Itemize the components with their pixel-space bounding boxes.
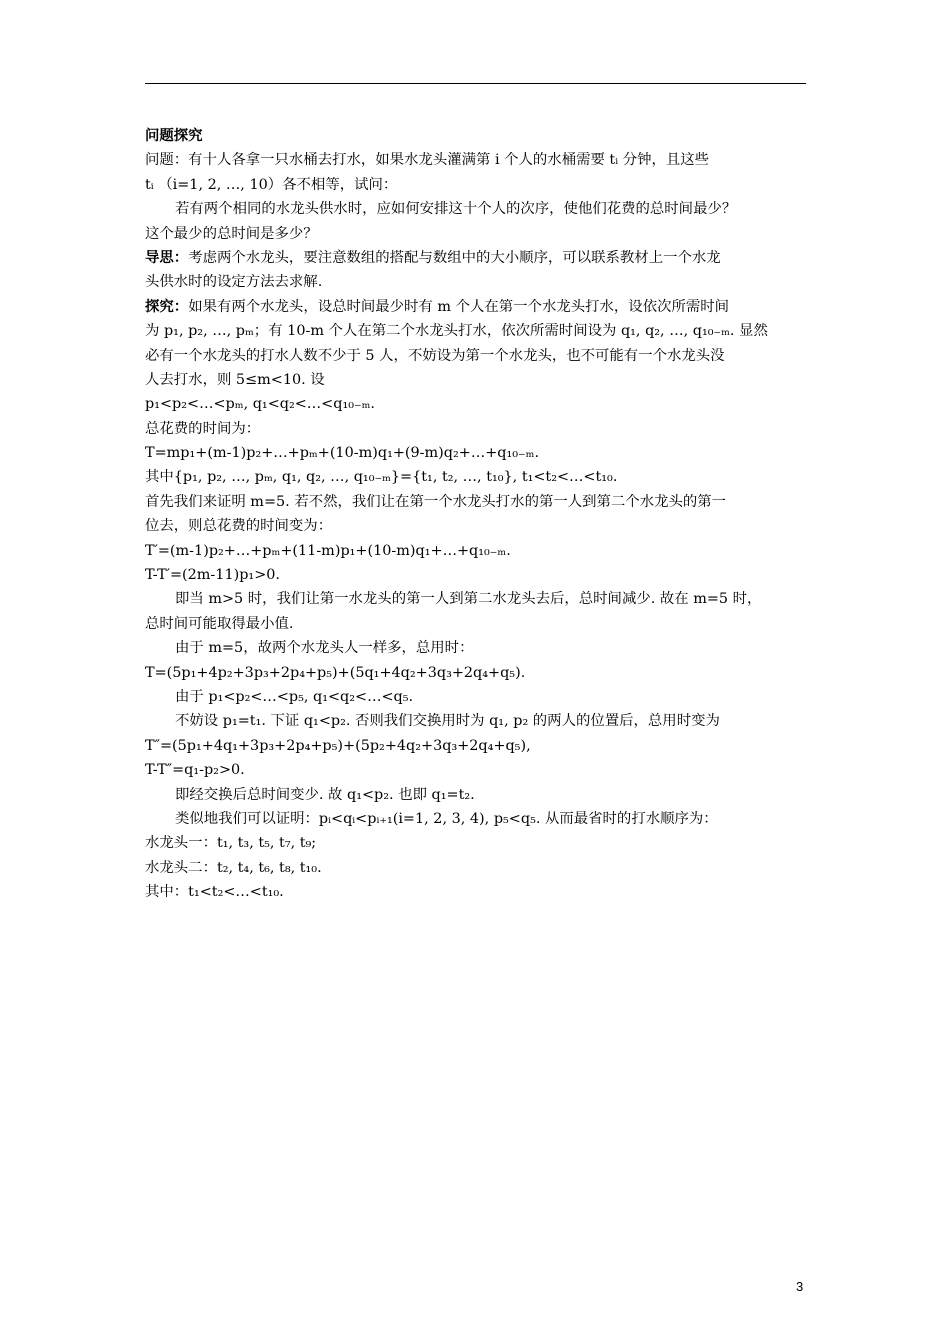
- explore-line-22: 水龙头一：t₁, t₃, t₅, t₇, t₉;: [145, 835, 317, 852]
- explore-line-12: 即当 m>5 时，我们让第一水龙头的第一人到第二水龙头去后，总时间减少. 故在 m=5 时，: [175, 591, 762, 608]
- explore-line-3: 人去打水，则 5≤m<10. 设: [145, 371, 325, 388]
- explore-line-0: [145, 295, 810, 319]
- explore-line-24: 其中：t₁<t₂<…<t₁₀.: [145, 884, 284, 901]
- explore-line-10: T′=(m-1)p₂+…+pₘ+(11-m)p₁+(10-m)q₁+…+q₁₀₋ₘ.: [145, 542, 511, 559]
- guide-label: 导思：: [145, 249, 189, 266]
- explore-line-6: T=mp₁+(m-1)p₂+…+pₘ+(10-m)q₁+(9-m)q₂+…+q₁₀₋ₘ.: [145, 445, 540, 462]
- problem-line-4: 这个最少的总时间是多少？: [145, 225, 318, 242]
- explore-line-15: T=(5p₁+4p₂+3p₃+2p₄+p₅)+(5q₁+4q₂+3q₃+2q₄+q₅).: [145, 664, 526, 681]
- explore-line-19: T-T″=q₁-p₂>0.: [145, 762, 245, 779]
- explore-line-14: 由于 m=5，故两个水龙头人一样多，总用时：: [175, 640, 474, 657]
- explore-line-5: 总花费的时间为：: [145, 420, 261, 437]
- explore-line-7: 其中{p₁, p₂, …, pₘ, q₁, q₂, …, q₁₀₋ₘ}={t₁, t₂, …, t₁₀}, t₁<t₂<…<t₁₀.: [145, 469, 618, 486]
- explore-line-18: T″=(5p₁+4q₁+3p₃+2p₄+p₅)+(5p₂+4q₂+3q₃+2q₄+q₅),: [145, 737, 531, 754]
- explore-line-11: T-T′=(2m-11)p₁>0.: [145, 567, 280, 584]
- explore-line-17: 不妨设 p₁=t₁. 下证 q₁<p₂. 否则我们交换用时为 q₁, p₂ 的两人的位置后，总用时变为: [175, 713, 720, 730]
- section-title: 问题探究: [145, 128, 203, 144]
- explore-text-0: 如果有两个水龙头，设总时间最少时有 m 个人在第一个水龙头打水，设依次所需时间: [188, 298, 730, 315]
- header-rule: [145, 83, 806, 84]
- problem-line-3: 若有两个相同的水龙头供水时，应如何安排这十个人的次序，使他们花费的总时间最少？: [175, 201, 737, 218]
- problem-line-2: tᵢ （i=1, 2, …, 10）各不相等，试问：: [145, 176, 398, 193]
- explore-line-2: 必有一个水龙头的打水人数不少于 5 人，不妨设为第一个水龙头，也不可能有一个水龙头没: [145, 347, 725, 364]
- explore-line-21: 类似地我们可以证明：pᵢ<qᵢ<pᵢ₊₁(i=1, 2, 3, 4), p₅<q₅. 从而最省时的打水顺序为：: [175, 810, 718, 827]
- document-body: [145, 124, 810, 905]
- explore-line-20: 即经交换后总时间变少. 故 q₁<p₂. 也即 q₁=t₂.: [175, 786, 475, 803]
- guide-line-1: [145, 246, 810, 270]
- explore-line-13: 总时间可能取得最小值.: [145, 615, 294, 632]
- explore-line-1: 为 p₁, p₂, …, pₘ；有 10-m 个人在第二个水龙头打水，依次所需时间设为 q₁, q₂, …, q₁₀₋ₘ. 显然: [145, 323, 768, 340]
- guide-text-1: 考虑两个水龙头，要注意数组的搭配与数组中的大小顺序，可以联系教材上一个水龙: [188, 249, 721, 266]
- page-number: 3: [796, 1279, 804, 1294]
- explore-line-16: 由于 p₁<p₂<…<p₅, q₁<q₂<…<q₅.: [175, 688, 414, 705]
- explore-line-23: 水龙头二：t₂, t₄, t₆, t₈, t₁₀.: [145, 859, 322, 876]
- explore-line-4: p₁<p₂<…<pₘ, q₁<q₂<…<q₁₀₋ₘ.: [145, 396, 375, 413]
- explore-line-9: 位去，则总花费的时间变为：: [145, 518, 333, 535]
- problem-line-1: 问题：有十人各拿一只水桶去打水，如果水龙头灌满第 i 个人的水桶需要 tᵢ 分钟，且这些: [145, 152, 710, 169]
- guide-line-2: 头供水时的设定方法去求解.: [145, 274, 323, 291]
- explore-line-8: 首先我们来证明 m=5. 若不然，我们让在第一个水龙头打水的第一人到第二个水龙头的第一: [145, 493, 727, 510]
- explore-label: 探究：: [145, 298, 189, 315]
